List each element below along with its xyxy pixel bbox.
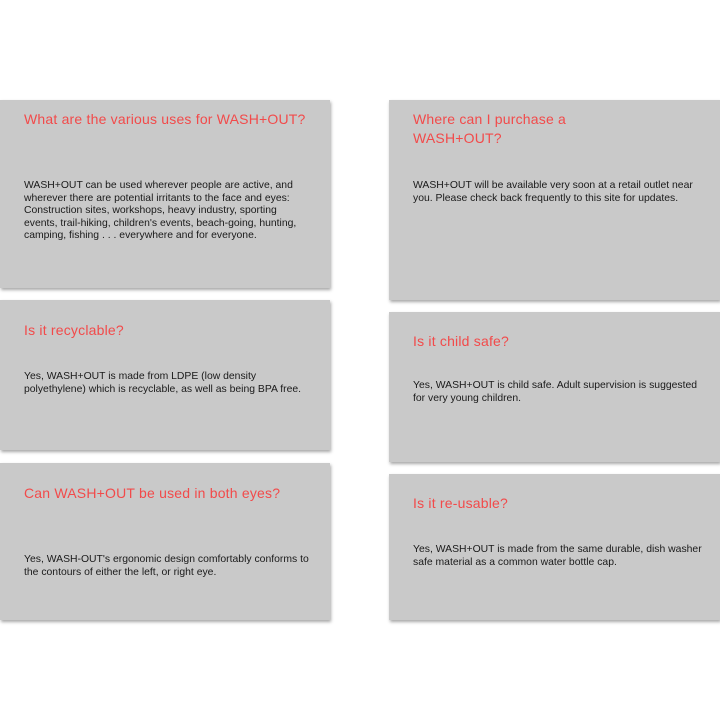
faq-card-reusable [389,474,720,620]
faq-answer: Yes, WASH-OUT's ergonomic design comfortably conforms to the contours of either the left, or right eye. [24,554,309,578]
faq-answer: Yes, WASH+OUT is child safe. Adult supervision is suggested for very young children. [413,380,698,404]
faq-answer: Yes, WASH+OUT is made from the same durable, dish washer safe material as a common water bottle cap. [413,544,702,568]
faq-card-child-safe [389,312,720,462]
faq-question: Is it child safe? [413,333,509,349]
faq-question: Where can I purchase a WASH+OUT? [413,111,567,146]
faq-card-both-eyes [0,463,330,620]
faq-answer: WASH+OUT will be available very soon at a retail outlet near you. Please check back frequently to this site for updates. [413,180,693,204]
faq-card-recyclable [0,300,330,450]
faq-question: Can WASH+OUT be used in both eyes? [24,485,281,501]
faq-card-uses [0,100,330,288]
faq-card-purchase [389,100,720,300]
faq-question: Is it recyclable? [24,322,124,338]
faq-answer: Yes, WASH+OUT is made from LDPE (low density polyethylene) which is recyclable, as well as being BPA free. [24,371,302,395]
faq-answer: WASH+OUT can be used wherever people are active, and wherever there are potential irritants to the face and eyes: Construction sites, workshops, heavy industry, sporting events, trail-hiking, children's events, beach-going, hunting, camping, fishing . . . everywhere and for everyone. [24,180,297,242]
faq-question: What are the various uses for WASH+OUT? [24,111,306,127]
faq-question: Is it re-usable? [413,495,509,511]
